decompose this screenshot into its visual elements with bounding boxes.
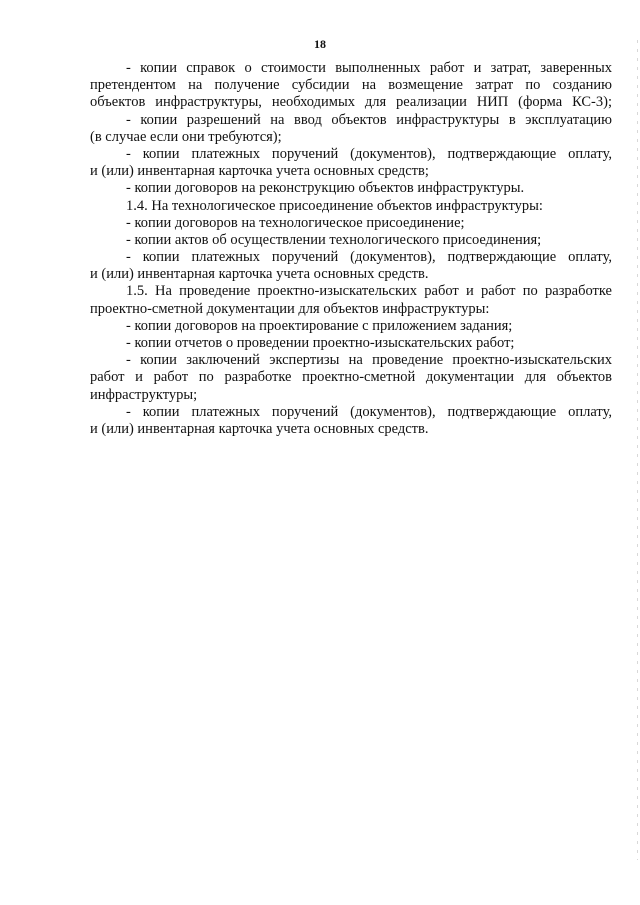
document-body xyxy=(90,60,612,438)
text-line: и (или) инвентарная карточка учета основных средств. xyxy=(90,420,429,437)
text-line: 1.5. На проведение проектно-изыскательских работ и работ по разработке xyxy=(126,283,612,300)
text-line: - копии разрешений на ввод объектов инфраструктуры в эксплуатацию xyxy=(126,111,612,128)
text-line: объектов инфраструктуры, необходимых для реализации НИП (форма КС-3); xyxy=(90,94,612,111)
page-number: 18 xyxy=(314,37,326,51)
text-line: - копии заключений экспертизы на проведение проектно-изыскательских xyxy=(126,352,612,369)
scan-edge-artifact xyxy=(637,40,638,860)
text-line: (в случае если они требуются); xyxy=(90,128,282,145)
text-line: - копии справок о стоимости выполненных работ и затрат, заверенных xyxy=(126,60,612,76)
text-line: - копии платежных поручений (документов), подтверждающие оплату, xyxy=(126,249,612,266)
text-line: 1.4. На технологическое присоединение объектов инфраструктуры: xyxy=(126,197,543,214)
text-line: проектно-сметной документации для объектов инфраструктуры: xyxy=(90,300,490,317)
text-line: - копии отчетов о проведении проектно-изыскательских работ; xyxy=(126,335,515,351)
text-line: и (или) инвентарная карточка учета основных средств; xyxy=(90,163,429,180)
text-line: - копии актов об осуществлении технологического присоединения; xyxy=(126,231,542,248)
text-line: инфраструктуры; xyxy=(90,386,198,403)
text-line: - копии платежных поручений (документов), подтверждающие оплату, xyxy=(126,403,612,420)
text-line: работ и работ по разработке проектно-сметной документации для объектов xyxy=(90,369,612,386)
text-line: претендентом на получение субсидии на возмещение затрат по созданию xyxy=(90,77,612,94)
text-line: и (или) инвентарная карточка учета основных средств. xyxy=(90,266,429,283)
text-line: - копии договоров на реконструкцию объектов инфраструктуры. xyxy=(126,180,525,197)
text-line: - копии договоров на технологическое присоединение; xyxy=(126,214,465,231)
text-line: - копии платежных поручений (документов), подтверждающие оплату, xyxy=(126,145,612,162)
text-line: - копии договоров на проектирование с приложением задания; xyxy=(126,317,513,334)
